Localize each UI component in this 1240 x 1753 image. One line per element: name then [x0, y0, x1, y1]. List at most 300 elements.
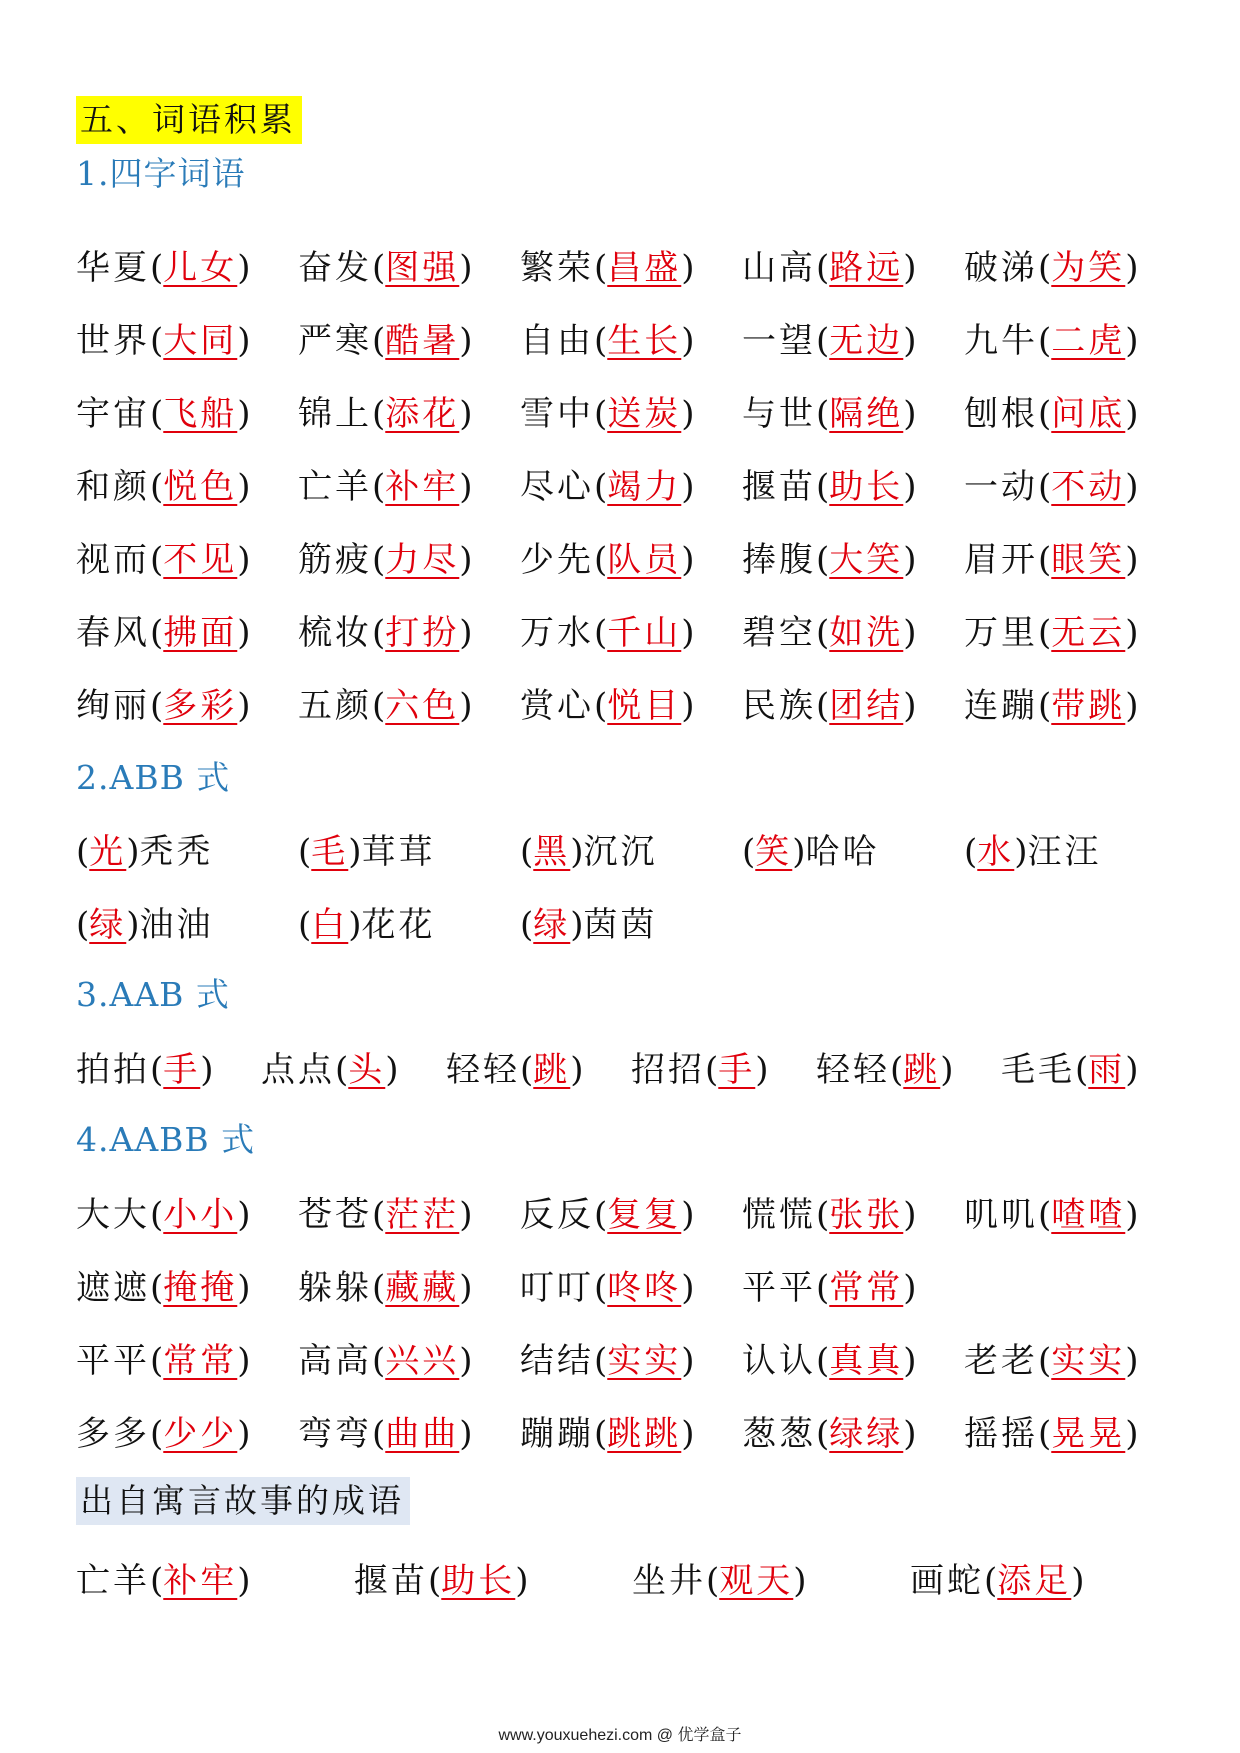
given-characters: 慌慌	[742, 1195, 816, 1235]
close-paren: )	[459, 540, 473, 580]
given-characters: 刨根	[964, 394, 1038, 434]
open-paren: (	[150, 1561, 164, 1601]
answer-characters: 酷暑	[385, 321, 460, 361]
given-characters: 九牛	[964, 321, 1038, 361]
open-paren: (	[520, 905, 534, 945]
open-paren: (	[816, 467, 830, 507]
word-entry	[742, 245, 917, 291]
open-paren: (	[150, 467, 164, 507]
open-paren: (	[706, 1561, 720, 1601]
answer-characters: 笑	[755, 832, 793, 872]
open-paren: (	[594, 467, 608, 507]
word-entry	[520, 683, 695, 729]
given-characters: 万里	[964, 613, 1038, 653]
given-characters: 奋发	[298, 248, 372, 288]
open-paren: (	[150, 540, 164, 580]
word-entry	[520, 464, 695, 510]
close-paren: )	[570, 832, 584, 872]
close-paren: )	[1125, 1341, 1139, 1381]
close-paren: )	[237, 1561, 251, 1601]
word-entry	[964, 391, 1139, 437]
answer-characters: 水	[977, 832, 1015, 872]
close-paren: )	[459, 1414, 473, 1454]
open-paren: (	[705, 1050, 719, 1090]
close-paren: )	[126, 832, 140, 872]
given-characters: 轻轻	[816, 1050, 890, 1090]
close-paren: )	[681, 1195, 695, 1235]
given-characters: 碧空	[742, 613, 816, 653]
open-paren: (	[594, 321, 608, 361]
answer-characters: 绿	[89, 905, 127, 945]
close-paren: )	[237, 1414, 251, 1454]
answer-characters: 无边	[829, 321, 904, 361]
word-entry	[298, 1192, 473, 1238]
open-paren: (	[76, 905, 90, 945]
given-characters: 破涕	[964, 248, 1038, 288]
answer-characters: 大同	[163, 321, 238, 361]
open-paren: (	[150, 613, 164, 653]
answer-characters: 力尽	[385, 540, 460, 580]
given-characters: 一动	[964, 467, 1038, 507]
word-entry	[742, 610, 917, 656]
word-entry	[742, 683, 917, 729]
word-row	[76, 683, 1166, 729]
answer-characters: 手	[718, 1050, 756, 1090]
answer-characters: 竭力	[607, 467, 682, 507]
close-paren: )	[237, 1268, 251, 1308]
open-paren: (	[150, 1341, 164, 1381]
answer-characters: 二虎	[1051, 321, 1126, 361]
close-paren: )	[681, 248, 695, 288]
close-paren: )	[459, 1195, 473, 1235]
given-characters: 严寒	[298, 321, 372, 361]
answer-characters: 添足	[997, 1561, 1072, 1601]
answer-characters: 昌盛	[607, 248, 682, 288]
open-paren: (	[1038, 467, 1052, 507]
word-entry	[742, 464, 917, 510]
open-paren: (	[594, 248, 608, 288]
word-entry	[261, 1047, 399, 1093]
answer-characters: 补牢	[163, 1561, 238, 1601]
close-paren: )	[903, 321, 917, 361]
answer-characters: 常常	[163, 1341, 238, 1381]
answer-characters: 常常	[829, 1268, 904, 1308]
open-paren: (	[1038, 1341, 1052, 1381]
open-paren: (	[372, 394, 386, 434]
footer-credit: www.youxuehezi.com @ 优学盒子	[498, 1727, 742, 1744]
word-entry	[742, 1338, 917, 1384]
answer-characters: 实实	[1051, 1341, 1126, 1381]
section-title-aab: 3.AAB 式	[76, 975, 230, 1014]
answer-characters: 大笑	[829, 540, 904, 580]
open-paren: (	[372, 1268, 386, 1308]
answer-characters: 路远	[829, 248, 904, 288]
given-characters: 秃秃	[139, 832, 214, 872]
given-characters: 汪汪	[1027, 832, 1102, 872]
given-characters: 老老	[964, 1341, 1038, 1381]
given-characters: 山高	[742, 248, 816, 288]
given-characters: 尽心	[520, 467, 594, 507]
close-paren: )	[1125, 248, 1139, 288]
answer-characters: 掩掩	[163, 1268, 238, 1308]
word-row	[76, 829, 1166, 875]
answer-characters: 曲曲	[385, 1414, 460, 1454]
given-characters: 反反	[520, 1195, 594, 1235]
open-paren: (	[520, 832, 534, 872]
word-entry	[76, 829, 214, 875]
open-paren: (	[150, 1268, 164, 1308]
open-paren: (	[150, 686, 164, 726]
open-paren: (	[594, 686, 608, 726]
answer-characters: 光	[89, 832, 127, 872]
word-entry	[298, 537, 473, 583]
answer-characters: 藏藏	[385, 1268, 460, 1308]
open-paren: (	[150, 1050, 164, 1090]
word-entry	[76, 1192, 251, 1238]
close-paren: )	[1125, 686, 1139, 726]
word-entry	[520, 245, 695, 291]
answer-characters: 多彩	[163, 686, 238, 726]
answer-characters: 如洗	[829, 613, 904, 653]
word-row	[76, 610, 1166, 656]
word-row	[76, 245, 1166, 291]
answer-characters: 兴兴	[385, 1341, 460, 1381]
given-characters: 画蛇	[910, 1561, 984, 1601]
given-characters: 筋疲	[298, 540, 372, 580]
word-row	[76, 391, 1166, 437]
given-characters: 与世	[742, 394, 816, 434]
word-entry	[964, 318, 1139, 364]
word-entry	[964, 1338, 1139, 1384]
given-characters: 茸茸	[361, 832, 436, 872]
given-characters: 自由	[520, 321, 594, 361]
word-entry	[520, 1411, 695, 1457]
given-characters: 宇宙	[76, 394, 150, 434]
word-entry	[298, 902, 436, 948]
open-paren: (	[1038, 540, 1052, 580]
word-row	[76, 1411, 1166, 1457]
answer-characters: 六色	[385, 686, 460, 726]
word-entry	[76, 1265, 251, 1311]
answer-characters: 悦色	[163, 467, 238, 507]
word-entry	[964, 1192, 1139, 1238]
open-paren: (	[372, 540, 386, 580]
close-paren: )	[681, 1268, 695, 1308]
given-characters: 招招	[631, 1050, 705, 1090]
open-paren: (	[372, 248, 386, 288]
section-title-abb: 2.ABB 式	[76, 758, 231, 797]
given-characters: 万水	[520, 613, 594, 653]
given-characters: 揠苗	[742, 467, 816, 507]
close-paren: )	[459, 686, 473, 726]
word-entry	[76, 245, 251, 291]
given-characters: 大大	[76, 1195, 150, 1235]
section-title-fables: 出自寓言故事的成语	[76, 1477, 410, 1525]
close-paren: )	[237, 613, 251, 653]
open-paren: (	[816, 686, 830, 726]
open-paren: (	[594, 1414, 608, 1454]
open-paren: (	[890, 1050, 904, 1090]
answer-characters: 毛	[311, 832, 349, 872]
given-characters: 结结	[520, 1341, 594, 1381]
answer-characters: 实实	[607, 1341, 682, 1381]
given-characters: 梳妆	[298, 613, 372, 653]
given-characters: 捧腹	[742, 540, 816, 580]
open-paren: (	[298, 832, 312, 872]
word-entry	[520, 1338, 695, 1384]
close-paren: )	[681, 467, 695, 507]
close-paren: )	[1125, 613, 1139, 653]
open-paren: (	[150, 1414, 164, 1454]
close-paren: )	[1125, 540, 1139, 580]
word-entry	[354, 1558, 529, 1604]
given-characters: 轻轻	[446, 1050, 520, 1090]
close-paren: )	[903, 1268, 917, 1308]
close-paren: )	[681, 394, 695, 434]
given-characters: 高高	[298, 1341, 372, 1381]
close-paren: )	[126, 905, 140, 945]
answer-characters: 真真	[829, 1341, 904, 1381]
given-characters: 亡羊	[298, 467, 372, 507]
answer-characters: 复复	[607, 1195, 682, 1235]
close-paren: )	[237, 394, 251, 434]
open-paren: (	[372, 686, 386, 726]
word-entry	[520, 902, 658, 948]
word-entry	[520, 1265, 695, 1311]
word-entry	[520, 318, 695, 364]
answer-characters: 眼笑	[1051, 540, 1126, 580]
word-row	[76, 318, 1166, 364]
word-row	[76, 1192, 1166, 1238]
answer-characters: 张张	[829, 1195, 904, 1235]
open-paren: (	[520, 1050, 534, 1090]
open-paren: (	[150, 1195, 164, 1235]
close-paren: )	[515, 1561, 529, 1601]
given-characters: 连蹦	[964, 686, 1038, 726]
open-paren: (	[594, 613, 608, 653]
answer-characters: 观天	[719, 1561, 794, 1601]
given-characters: 视而	[76, 540, 150, 580]
word-entry	[520, 537, 695, 583]
word-entry	[76, 1047, 214, 1093]
word-row	[76, 537, 1166, 583]
close-paren: )	[1014, 832, 1028, 872]
close-paren: )	[237, 1341, 251, 1381]
answer-characters: 团结	[829, 686, 904, 726]
open-paren: (	[594, 1195, 608, 1235]
open-paren: (	[76, 832, 90, 872]
open-paren: (	[428, 1561, 442, 1601]
given-characters: 躲躲	[298, 1268, 372, 1308]
open-paren: (	[1038, 248, 1052, 288]
open-paren: (	[816, 1341, 830, 1381]
word-entry	[76, 318, 251, 364]
word-entry	[76, 537, 251, 583]
answer-characters: 不见	[163, 540, 238, 580]
answer-characters: 茫茫	[385, 1195, 460, 1235]
word-entry	[742, 829, 880, 875]
given-characters: 点点	[261, 1050, 335, 1090]
answer-characters: 添花	[385, 394, 460, 434]
open-paren: (	[1038, 1195, 1052, 1235]
answer-characters: 助长	[441, 1561, 516, 1601]
close-paren: )	[459, 321, 473, 361]
close-paren: )	[681, 540, 695, 580]
answer-characters: 雨	[1088, 1050, 1126, 1090]
close-paren: )	[903, 613, 917, 653]
word-entry	[742, 537, 917, 583]
answer-characters: 喳喳	[1051, 1195, 1126, 1235]
answer-characters: 手	[163, 1050, 201, 1090]
close-paren: )	[459, 1268, 473, 1308]
given-characters: 和颜	[76, 467, 150, 507]
word-entry	[910, 1558, 1085, 1604]
open-paren: (	[816, 1195, 830, 1235]
word-entry	[1001, 1047, 1139, 1093]
word-row	[76, 1338, 1166, 1384]
open-paren: (	[1038, 1414, 1052, 1454]
word-row	[76, 464, 1166, 510]
close-paren: )	[793, 1561, 807, 1601]
word-entry	[742, 1411, 917, 1457]
close-paren: )	[903, 540, 917, 580]
close-paren: )	[459, 467, 473, 507]
word-entry	[298, 1411, 473, 1457]
word-entry	[76, 1558, 251, 1604]
answer-characters: 跳跳	[607, 1414, 682, 1454]
open-paren: (	[742, 832, 756, 872]
open-paren: (	[372, 1341, 386, 1381]
answer-characters: 送炭	[607, 394, 682, 434]
answer-characters: 千山	[607, 613, 682, 653]
given-characters: 葱葱	[742, 1414, 816, 1454]
close-paren: )	[755, 1050, 769, 1090]
answer-characters: 隔绝	[829, 394, 904, 434]
given-characters: 春风	[76, 613, 150, 653]
answer-characters: 带跳	[1051, 686, 1126, 726]
word-entry	[964, 1411, 1139, 1457]
word-entry	[742, 391, 917, 437]
open-paren: (	[1038, 321, 1052, 361]
given-characters: 一望	[742, 321, 816, 361]
answer-characters: 助长	[829, 467, 904, 507]
word-entry	[446, 1047, 584, 1093]
given-characters: 坐井	[632, 1561, 706, 1601]
close-paren: )	[237, 467, 251, 507]
open-paren: (	[1038, 686, 1052, 726]
answer-characters: 补牢	[385, 467, 460, 507]
section-title-aabb: 4.AABB 式	[76, 1120, 256, 1159]
open-paren: (	[150, 248, 164, 288]
open-paren: (	[1038, 394, 1052, 434]
open-paren: (	[372, 613, 386, 653]
answer-characters: 生长	[607, 321, 682, 361]
given-characters: 苍苍	[298, 1195, 372, 1235]
answer-characters: 咚咚	[607, 1268, 682, 1308]
word-entry	[520, 391, 695, 437]
answer-characters: 跳	[903, 1050, 941, 1090]
word-entry	[76, 610, 251, 656]
answer-characters: 绿绿	[829, 1414, 904, 1454]
open-paren: (	[816, 394, 830, 434]
given-characters: 叽叽	[964, 1195, 1038, 1235]
word-entry	[298, 683, 473, 729]
answer-characters: 儿女	[163, 248, 238, 288]
answer-characters: 小小	[163, 1195, 238, 1235]
given-characters: 华夏	[76, 248, 150, 288]
answer-characters: 拂面	[163, 613, 238, 653]
close-paren: )	[570, 905, 584, 945]
word-entry	[298, 245, 473, 291]
word-entry	[816, 1047, 954, 1093]
given-characters: 弯弯	[298, 1414, 372, 1454]
open-paren: (	[335, 1050, 349, 1090]
given-characters: 认认	[742, 1341, 816, 1381]
given-characters: 哈哈	[805, 832, 880, 872]
given-characters: 繁荣	[520, 248, 594, 288]
close-paren: )	[385, 1050, 399, 1090]
answer-characters: 队员	[607, 540, 682, 580]
given-characters: 少先	[520, 540, 594, 580]
answer-characters: 不动	[1051, 467, 1126, 507]
word-entry	[964, 610, 1139, 656]
close-paren: )	[237, 686, 251, 726]
word-entry	[742, 318, 917, 364]
given-characters: 世界	[76, 321, 150, 361]
given-characters: 眉开	[964, 540, 1038, 580]
open-paren: (	[816, 540, 830, 580]
open-paren: (	[372, 467, 386, 507]
open-paren: (	[372, 321, 386, 361]
word-entry	[520, 610, 695, 656]
open-paren: (	[150, 321, 164, 361]
word-entry	[631, 1047, 769, 1093]
close-paren: )	[681, 613, 695, 653]
close-paren: )	[903, 248, 917, 288]
close-paren: )	[459, 1341, 473, 1381]
given-characters: 赏心	[520, 686, 594, 726]
close-paren: )	[1125, 1414, 1139, 1454]
word-entry	[964, 537, 1139, 583]
given-characters: 锦上	[298, 394, 372, 434]
word-entry	[298, 391, 473, 437]
word-entry	[76, 464, 251, 510]
close-paren: )	[1125, 467, 1139, 507]
close-paren: )	[237, 248, 251, 288]
close-paren: )	[1125, 1195, 1139, 1235]
word-entry	[964, 464, 1139, 510]
answer-characters: 绿	[533, 905, 571, 945]
answer-characters: 头	[348, 1050, 386, 1090]
word-entry	[298, 318, 473, 364]
close-paren: )	[237, 321, 251, 361]
open-paren: (	[964, 832, 978, 872]
answer-characters: 白	[311, 905, 349, 945]
page-title: 五、词语积累	[76, 96, 302, 144]
given-characters: 多多	[76, 1414, 150, 1454]
close-paren: )	[903, 467, 917, 507]
close-paren: )	[348, 832, 362, 872]
close-paren: )	[903, 686, 917, 726]
word-entry	[520, 1192, 695, 1238]
word-entry	[298, 829, 436, 875]
given-characters: 沉沉	[583, 832, 658, 872]
close-paren: )	[903, 1195, 917, 1235]
given-characters: 花花	[361, 905, 436, 945]
open-paren: (	[594, 540, 608, 580]
open-paren: (	[594, 1268, 608, 1308]
answer-characters: 打扮	[385, 613, 460, 653]
